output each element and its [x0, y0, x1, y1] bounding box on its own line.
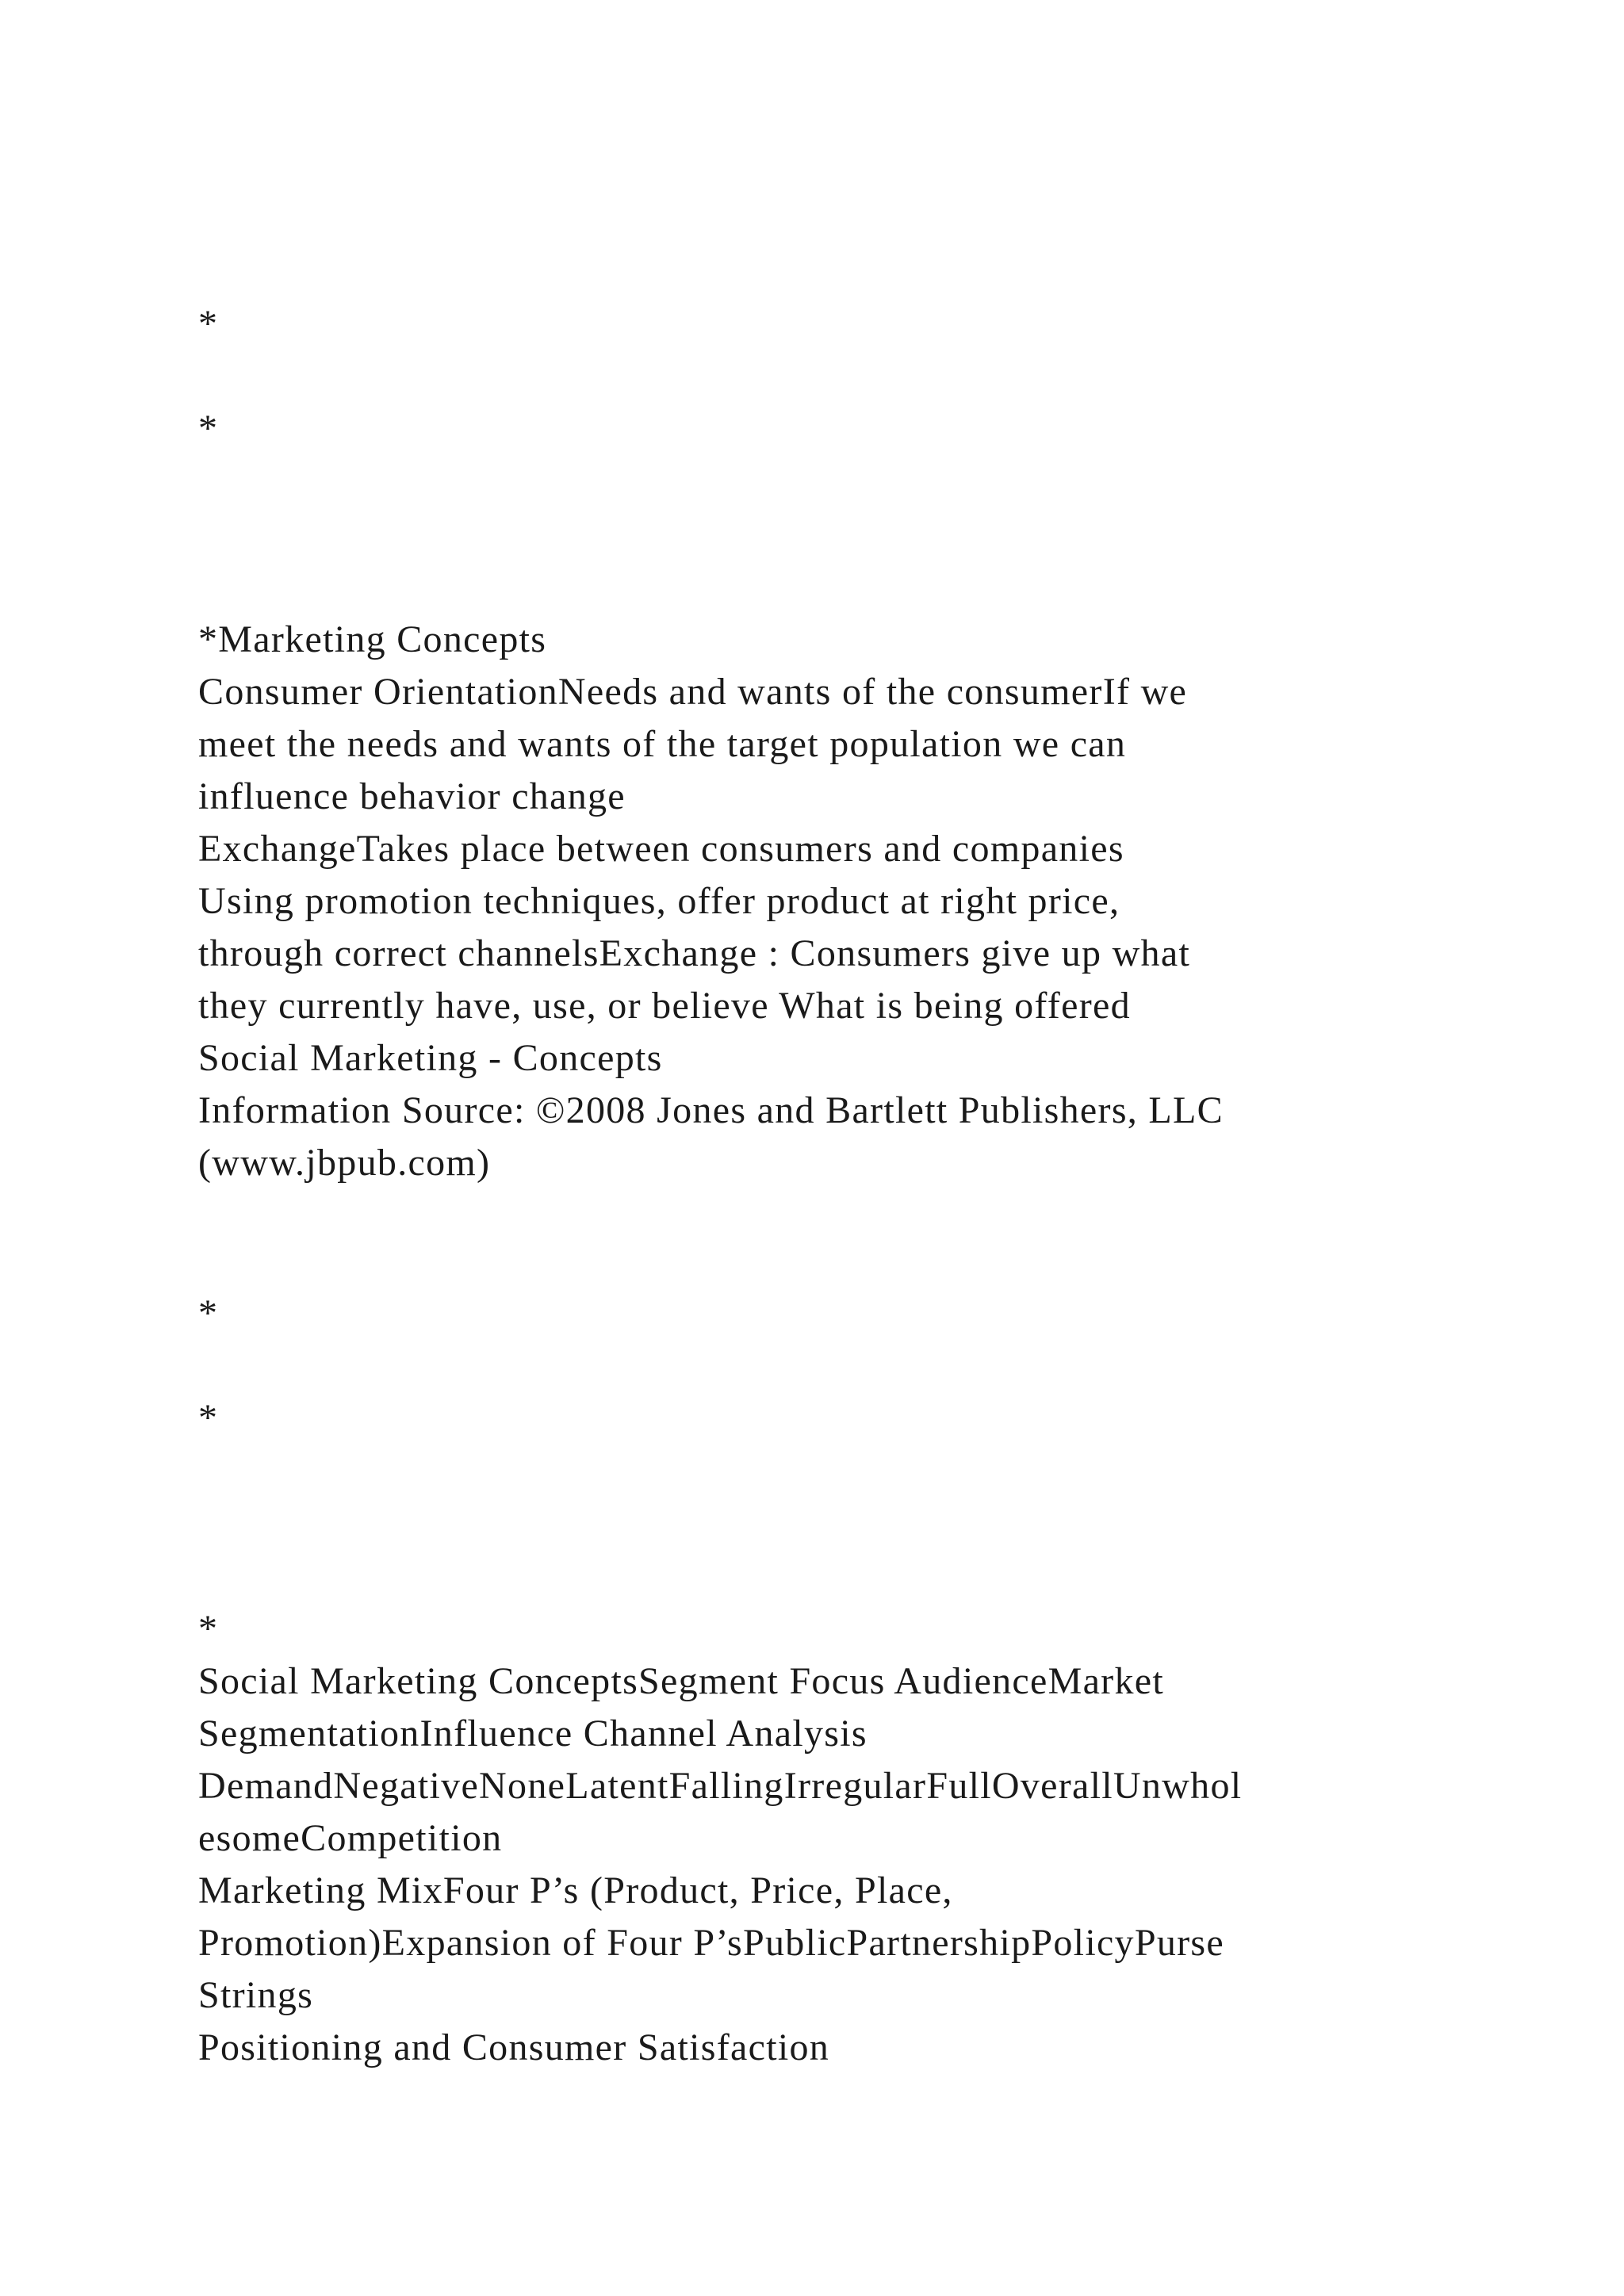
- text-line: meet the needs and wants of the target population we can: [198, 723, 1127, 765]
- source-url-line: (www.jbpub.com): [198, 1142, 491, 1184]
- text-line: Using promotion techniques, offer product at right price,: [198, 880, 1120, 922]
- text-line: influence behavior change: [198, 775, 626, 817]
- text-line: Strings: [198, 1974, 314, 2016]
- text-line: DemandNegativeNoneLatentFallingIrregularFullOverallUnwhol: [198, 1765, 1243, 1807]
- heading-marketing-concepts: *Marketing Concepts: [198, 618, 547, 660]
- text-line: Consumer OrientationNeeds and wants of the consumerIf we: [198, 671, 1188, 713]
- text-line: through correct channelsExchange : Consumers give up what: [198, 932, 1191, 974]
- text-line: Positioning and Consumer Satisfaction: [198, 2026, 830, 2068]
- asterisk-line: *: [198, 1292, 219, 1334]
- asterisk-line: *: [198, 1608, 219, 1650]
- text-line: they currently have, use, or believe What is being offered: [198, 985, 1131, 1027]
- asterisk-line: *: [198, 303, 219, 345]
- asterisk-line: *: [198, 1397, 219, 1439]
- source-line: Information Source: ©2008 Jones and Bartlett Publishers, LLC: [198, 1089, 1224, 1131]
- text-line: Marketing MixFour P’s (Product, Price, Place,: [198, 1869, 953, 1911]
- text-line: esomeCompetition: [198, 1817, 503, 1859]
- text-line: Social Marketing - Concepts: [198, 1037, 663, 1079]
- asterisk-line: *: [198, 408, 219, 450]
- text-line: SegmentationInfluence Channel Analysis: [198, 1712, 868, 1755]
- text-line: ExchangeTakes place between consumers and companies: [198, 828, 1124, 870]
- text-line: Social Marketing ConceptsSegment Focus AudienceMarket: [198, 1660, 1164, 1702]
- text-line: Promotion)Expansion of Four P’sPublicPartnershipPolicyPurse: [198, 1922, 1225, 1964]
